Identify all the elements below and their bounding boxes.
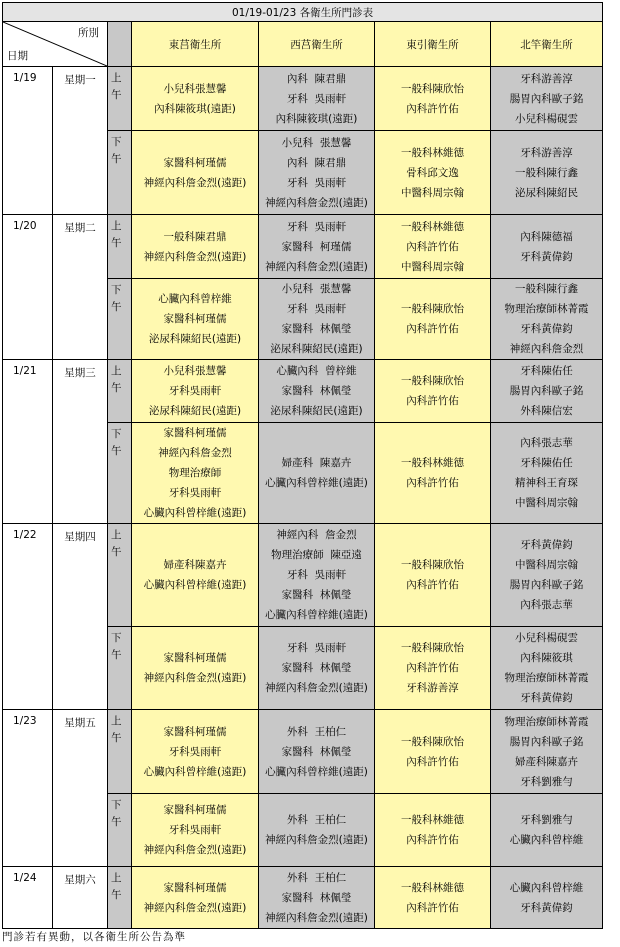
date-cell: 1/24 <box>3 867 53 929</box>
clinic-cell-dongyin <box>375 279 491 360</box>
clinic-cell-xiju <box>259 794 375 867</box>
clinic-cell-xiju <box>259 867 375 929</box>
clinic-cell-dongju <box>132 279 259 360</box>
doctor-entry: 牙科游善淳 <box>520 72 573 85</box>
clinic-cell-beigan <box>491 360 603 423</box>
schedule-title: 01/19-01/23 各衛生所門診表 <box>3 3 603 22</box>
title-row <box>3 3 603 22</box>
doctor-entry: 外科 王柏仁 <box>286 814 347 826</box>
shift-afternoon <box>108 131 132 215</box>
doctor-entry: 物理治療師林菁霞 <box>504 715 589 728</box>
clinic-cell-xiju <box>259 279 375 360</box>
doctor-entry: 牙科吳雨軒 <box>168 745 222 758</box>
doctor-entry: 一般科林維德 <box>401 814 464 826</box>
doctor-entry: 骨科邱文逸 <box>406 166 459 179</box>
clinic-cell-dongyin <box>375 215 491 279</box>
doctor-entry: 心臟內科曾梓維 <box>509 834 584 846</box>
doctor-entry: 小兒科張慧馨 <box>163 82 227 95</box>
doctor-entry: 神經內科詹金烈(遠距) <box>143 672 247 684</box>
clinic-cell-xiju <box>259 627 375 710</box>
doctor-entry: 內科陳德福 <box>520 230 573 243</box>
doctor-entry: 牙科黃偉鈞 <box>520 250 573 263</box>
doctor-entry: 腸胃內科歐子銘 <box>509 579 584 591</box>
doctor-entry: 牙科 吳雨軒 <box>286 220 347 233</box>
shift-label-char: 上 <box>111 872 122 884</box>
doctor-entry: 內科張志華 <box>520 599 573 611</box>
date-cell: 1/19 <box>3 67 53 215</box>
doctor-entry: 一般科陳行鑫 <box>515 166 579 179</box>
doctor-entry: 內科許竹佑 <box>406 901 459 914</box>
doctor-entry: 神經內科詹金烈 <box>158 447 232 459</box>
clinic-cell-xiju <box>259 360 375 423</box>
doctor-entry: 內科許竹佑 <box>406 834 459 846</box>
header-row <box>3 22 603 67</box>
clinic-cell-dongju <box>132 131 259 215</box>
doctor-entry: 牙科游善淳 <box>520 146 573 159</box>
doctor-entry: 神經內科詹金烈(遠距) <box>265 260 368 273</box>
schedule-row <box>3 710 603 794</box>
header-clinic-dongju: 東莒衛生所 <box>132 22 259 67</box>
doctor-entry: 小兒科張慧馨 <box>163 365 227 377</box>
doctor-entry: 神經內科詹金烈(遠距) <box>265 834 368 846</box>
clinic-cell-xiju <box>259 131 375 215</box>
doctor-entry: 一般科陳欣怡 <box>401 303 464 315</box>
doctor-entry: 牙科 吳雨軒 <box>286 642 347 654</box>
weekday-cell: 星期五 <box>53 710 108 867</box>
doctor-entry: 內科 陳君鼎 <box>286 156 347 169</box>
shift-morning <box>108 710 132 794</box>
doctor-entry: 牙科 吳雨軒 <box>286 176 347 189</box>
doctor-entry: 婦產科陳嘉卉 <box>515 755 579 768</box>
header-clinic-dongyin: 東引衛生所 <box>375 22 491 67</box>
doctor-entry: 精神科王育琛 <box>515 477 579 489</box>
doctor-entry: 神經內科詹金烈(遠距) <box>143 901 247 914</box>
doctor-entry: 神經內科詹金烈(遠距) <box>143 250 247 263</box>
doctor-entry: 神經內科 詹金烈 <box>276 529 357 541</box>
doctor-entry: 牙科游善淳 <box>406 682 459 694</box>
doctor-entry: 泌尿科陳紹民(遠距) <box>148 333 242 345</box>
doctor-entry: 小兒科 張慧馨 <box>281 136 352 149</box>
doctor-entry: 一般科陳行鑫 <box>515 283 579 295</box>
clinic-cell-dongyin <box>375 131 491 215</box>
doctor-entry: 內科陳筱琪(遠距) <box>275 112 358 125</box>
footnote: 門診若有異動，以各衛生所公告為準 <box>2 931 186 943</box>
doctor-entry: 神經內科詹金烈(遠距) <box>143 176 247 189</box>
doctor-entry: 內科陳筱琪(遠距) <box>154 102 236 115</box>
doctor-entry: 牙科吳雨軒 <box>168 824 222 836</box>
shift-morning <box>108 215 132 279</box>
shift-label-char: 午 <box>111 889 122 901</box>
clinic-cell-beigan <box>491 524 603 627</box>
clinic-cell-dongju <box>132 360 259 423</box>
doctor-entry: 婦產科 陳嘉卉 <box>281 457 352 469</box>
clinic-cell-dongyin <box>375 794 491 867</box>
date-cell: 1/22 <box>3 524 53 710</box>
doctor-entry: 一般科林維德 <box>401 220 464 233</box>
shift-label-char: 午 <box>111 732 122 744</box>
doctor-entry: 牙科 吳雨軒 <box>286 303 347 315</box>
header-corner <box>3 22 108 67</box>
doctor-entry: 物理治療師林菁霞 <box>504 303 589 315</box>
shift-label-char: 上 <box>111 365 122 377</box>
clinic-cell-beigan <box>491 423 603 524</box>
doctor-entry: 外科 王柏仁 <box>286 871 347 884</box>
doctor-entry: 內科許竹佑 <box>406 395 459 407</box>
doctor-entry: 內科許竹佑 <box>406 755 459 768</box>
clinic-cell-beigan <box>491 215 603 279</box>
clinic-cell-xiju <box>259 423 375 524</box>
schedule-row <box>3 67 603 131</box>
doctor-entry: 小兒科 張慧馨 <box>281 283 352 295</box>
clinic-cell-dongyin <box>375 67 491 131</box>
shift-label-char: 午 <box>111 649 122 661</box>
clinic-cell-dongju <box>132 67 259 131</box>
shift-afternoon <box>108 794 132 867</box>
header-shift-blank <box>108 22 132 67</box>
clinic-cell-dongju <box>132 867 259 929</box>
doctor-entry: 牙科 吳雨軒 <box>286 92 347 105</box>
doctor-entry: 中醫科周宗翰 <box>401 260 464 273</box>
doctor-entry: 神經內科詹金烈(遠距) <box>265 682 368 694</box>
doctor-entry: 心臟內科 曾梓維 <box>276 365 357 377</box>
doctor-entry: 家醫科柯瑾儒 <box>163 804 227 816</box>
schedule-row <box>3 215 603 279</box>
doctor-entry: 一般科陳君鼎 <box>163 230 227 243</box>
clinic-cell-dongju <box>132 524 259 627</box>
doctor-entry: 內科許竹佑 <box>406 662 459 674</box>
clinic-cell-dongju <box>132 215 259 279</box>
header-clinic-xiju: 西莒衛生所 <box>259 22 375 67</box>
doctor-entry: 牙科吳雨軒 <box>168 385 222 397</box>
corner-label-clinic: 所別 <box>78 27 99 39</box>
doctor-entry: 神經內科詹金烈(遠距) <box>143 844 247 856</box>
clinic-cell-dongyin <box>375 710 491 794</box>
doctor-entry: 家醫科柯瑾儒 <box>163 427 227 439</box>
clinic-cell-dongju <box>132 710 259 794</box>
schedule-row <box>3 360 603 423</box>
doctor-entry: 內科許竹佑 <box>406 323 459 335</box>
weekday-cell: 星期一 <box>53 67 108 215</box>
doctor-entry: 牙科劉雅勻 <box>520 775 573 788</box>
doctor-entry: 牙科陳佑任 <box>520 365 573 377</box>
clinic-cell-dongju <box>132 794 259 867</box>
shift-label-char: 下 <box>111 799 122 811</box>
doctor-entry: 泌尿科陳紹民(遠距) <box>270 343 363 355</box>
clinic-cell-xiju <box>259 524 375 627</box>
shift-label-char: 午 <box>111 301 122 313</box>
doctor-entry: 牙科吳雨軒 <box>168 487 222 499</box>
weekday-cell: 星期六 <box>53 867 108 929</box>
clinic-cell-dongyin <box>375 423 491 524</box>
shift-label-char: 午 <box>111 816 122 828</box>
doctor-entry: 外科 王柏仁 <box>286 725 347 738</box>
doctor-entry: 一般科陳欣怡 <box>401 82 464 95</box>
doctor-entry: 心臟內科曾梓維(遠距) <box>265 765 368 778</box>
doctor-entry: 家醫科 柯瑾儒 <box>281 240 352 253</box>
clinic-cell-beigan <box>491 627 603 710</box>
doctor-entry: 家醫科柯瑾儒 <box>163 652 227 664</box>
doctor-entry: 家醫科柯瑾儒 <box>163 313 227 325</box>
shift-label-char: 午 <box>111 89 122 101</box>
shift-label-char: 下 <box>111 136 122 148</box>
shift-morning <box>108 867 132 929</box>
shift-label-char: 午 <box>111 382 122 394</box>
doctor-entry: 中醫科周宗翰 <box>401 186 464 199</box>
doctor-entry: 家醫科 林佩瑩 <box>281 589 352 601</box>
doctor-entry: 內科許竹佑 <box>406 102 459 115</box>
date-cell: 1/23 <box>3 710 53 867</box>
clinic-cell-xiju <box>259 710 375 794</box>
doctor-entry: 家醫科柯瑾儒 <box>163 156 227 169</box>
doctor-entry: 婦產科陳嘉卉 <box>163 559 227 571</box>
doctor-entry: 一般科林維德 <box>401 881 464 894</box>
doctor-entry: 牙科黃偉鈞 <box>520 323 573 335</box>
shift-label-char: 午 <box>111 445 122 457</box>
clinic-cell-dongyin <box>375 627 491 710</box>
doctor-entry: 外科陳信宏 <box>520 405 573 417</box>
shift-label-char: 上 <box>111 529 122 541</box>
shift-label-char: 上 <box>111 715 122 727</box>
doctor-entry: 泌尿科陳紹民(遠距) <box>270 405 363 417</box>
shift-afternoon <box>108 423 132 524</box>
clinic-schedule-table <box>2 2 603 929</box>
doctor-entry: 一般科林維德 <box>401 146 464 159</box>
doctor-entry: 小兒科楊硯雲 <box>515 112 579 125</box>
clinic-cell-beigan <box>491 867 603 929</box>
clinic-cell-xiju <box>259 215 375 279</box>
doctor-entry: 心臟內科曾梓維(遠距) <box>143 579 247 591</box>
shift-label-char: 上 <box>111 220 122 232</box>
doctor-entry: 腸胃內科歐子銘 <box>509 735 584 748</box>
doctor-entry: 家醫科 林佩瑩 <box>281 891 352 904</box>
shift-label-char: 下 <box>111 284 122 296</box>
clinic-cell-beigan <box>491 794 603 867</box>
doctor-entry: 家醫科 林佩瑩 <box>281 323 352 335</box>
doctor-entry: 心臟內科曾梓維(遠距) <box>265 477 368 489</box>
doctor-entry: 心臟內科曾梓維(遠距) <box>143 765 247 778</box>
doctor-entry: 心臟內科曾梓維 <box>158 293 232 305</box>
doctor-entry: 牙科黃偉鈞 <box>520 901 573 914</box>
corner-label-date: 日期 <box>7 50 28 62</box>
doctor-entry: 牙科 吳雨軒 <box>286 569 347 581</box>
date-cell: 1/21 <box>3 360 53 524</box>
shift-label-char: 午 <box>111 546 122 558</box>
doctor-entry: 物理治療師 <box>168 467 222 479</box>
doctor-entry: 內科許竹佑 <box>406 477 459 489</box>
doctor-entry: 神經內科詹金烈 <box>509 343 584 355</box>
doctor-entry: 中醫科周宗翰 <box>515 497 579 509</box>
clinic-cell-beigan <box>491 67 603 131</box>
doctor-entry: 內科許竹佑 <box>406 579 459 591</box>
doctor-entry: 內科許竹佑 <box>406 240 459 253</box>
doctor-entry: 泌尿科陳紹民 <box>515 186 579 199</box>
doctor-entry: 神經內科詹金烈(遠距) <box>265 911 368 924</box>
clinic-cell-dongju <box>132 423 259 524</box>
clinic-cell-xiju <box>259 67 375 131</box>
shift-morning <box>108 524 132 627</box>
shift-afternoon <box>108 279 132 360</box>
clinic-cell-beigan <box>491 131 603 215</box>
doctor-entry: 中醫科周宗翰 <box>515 559 579 571</box>
shift-label-char: 下 <box>111 632 122 644</box>
doctor-entry: 泌尿科陳紹民(遠距) <box>148 405 242 417</box>
doctor-entry: 心臟內科曾梓維(遠距) <box>143 507 247 519</box>
shift-afternoon <box>108 627 132 710</box>
doctor-entry: 家醫科 林佩瑩 <box>281 745 352 758</box>
doctor-entry: 腸胃內科歐子銘 <box>509 385 584 397</box>
doctor-entry: 牙科黃偉鈞 <box>520 692 573 704</box>
doctor-entry: 心臟內科曾梓維(遠距) <box>265 609 368 621</box>
shift-label-char: 下 <box>111 428 122 440</box>
doctor-entry: 物理治療師 陳亞遠 <box>271 549 362 561</box>
weekday-cell: 星期三 <box>53 360 108 524</box>
shift-morning <box>108 360 132 423</box>
doctor-entry: 心臟內科曾梓維 <box>509 881 584 894</box>
doctor-entry: 一般科林維德 <box>401 457 464 469</box>
schedule-row <box>3 524 603 627</box>
shift-label-char: 上 <box>111 72 122 84</box>
shift-label-char: 午 <box>111 237 122 249</box>
doctor-entry: 一般科陳欣怡 <box>401 375 464 387</box>
clinic-cell-beigan <box>491 279 603 360</box>
clinic-cell-dongju <box>132 627 259 710</box>
doctor-entry: 牙科劉雅勻 <box>520 814 573 826</box>
header-clinic-beigan: 北竿衛生所 <box>491 22 603 67</box>
doctor-entry: 一般科陳欣怡 <box>401 559 464 571</box>
shift-morning <box>108 67 132 131</box>
doctor-entry: 牙科黃偉鈞 <box>520 539 573 551</box>
doctor-entry: 一般科陳欣怡 <box>401 642 464 654</box>
clinic-cell-dongyin <box>375 360 491 423</box>
doctor-entry: 物理治療師林菁霞 <box>504 672 589 684</box>
doctor-entry: 一般科陳欣怡 <box>401 735 464 748</box>
doctor-entry: 小兒科楊硯雲 <box>515 632 579 644</box>
shift-label-char: 午 <box>111 153 122 165</box>
doctor-entry: 家醫科柯瑾儒 <box>163 725 227 738</box>
weekday-cell: 星期二 <box>53 215 108 360</box>
doctor-entry: 內科陳筱琪 <box>520 652 573 664</box>
doctor-entry: 內科張志華 <box>520 437 573 449</box>
doctor-entry: 牙科陳佑任 <box>520 457 573 469</box>
clinic-cell-beigan <box>491 710 603 794</box>
doctor-entry: 神經內科詹金烈(遠距) <box>265 196 368 209</box>
doctor-entry: 腸胃內科歐子銘 <box>509 92 584 105</box>
clinic-cell-dongyin <box>375 867 491 929</box>
date-cell: 1/20 <box>3 215 53 360</box>
doctor-entry: 家醫科 林佩瑩 <box>281 662 352 674</box>
weekday-cell: 星期四 <box>53 524 108 710</box>
schedule-row <box>3 867 603 929</box>
clinic-cell-dongyin <box>375 524 491 627</box>
doctor-entry: 家醫科柯瑾儒 <box>163 881 227 894</box>
doctor-entry: 家醫科 林佩瑩 <box>281 385 352 397</box>
doctor-entry: 內科 陳君鼎 <box>286 72 347 85</box>
